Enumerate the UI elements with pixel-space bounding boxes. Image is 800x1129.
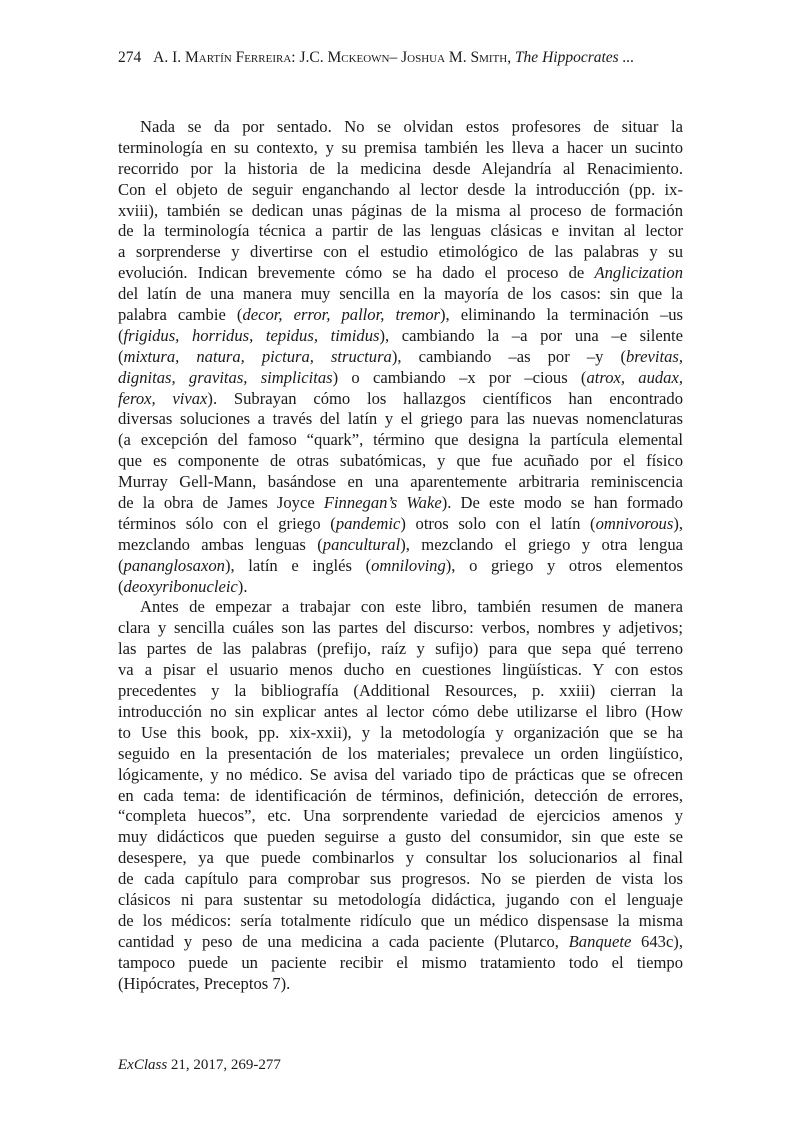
text-run: tampoco puede un paciente recibir el mismo tratamiento todo el tiempo xyxy=(118,952,683,972)
text-line xyxy=(118,974,683,995)
text-run: recorrido por la historia de la medicina desde Alejandría al Renacimiento. xyxy=(118,158,683,178)
text-line xyxy=(118,723,683,744)
text-run: clásicos ni para sustentar su metodología didáctica, jugando con el lenguaje xyxy=(118,889,683,909)
text-line xyxy=(118,618,683,639)
text-line xyxy=(118,660,683,681)
text-line xyxy=(118,869,683,890)
text-line xyxy=(118,117,683,138)
italic-term: pananglosaxon xyxy=(123,555,225,575)
text-line xyxy=(118,953,683,974)
text-line xyxy=(118,848,683,869)
text-run: que es componente de otras subatómicas, y que fue acuñado por el físico xyxy=(118,451,683,471)
text-run: seguido en la presentación de los materiales; prevalece un orden lingüístico, xyxy=(118,743,683,763)
italic-term: pandemic xyxy=(335,513,401,533)
reviewed-authors: J.C. Mckeown– Joshua M. Smith xyxy=(299,49,508,66)
text-line xyxy=(118,263,683,284)
text-line xyxy=(118,597,683,618)
italic-term: Anglicization xyxy=(594,263,683,283)
text-line xyxy=(118,138,683,159)
text-run: del latín de una manera muy sencilla en la mayoría de los casos: sin que la xyxy=(118,284,683,304)
text-line xyxy=(118,493,683,514)
italic-term: decor, error, pallor, tremor xyxy=(242,305,441,325)
text-run: términos sólo con el griego ( xyxy=(118,513,336,533)
text-line xyxy=(118,221,683,242)
text-line xyxy=(118,890,683,911)
text-line xyxy=(118,765,683,786)
paragraph xyxy=(118,597,683,994)
text-run: ). Subrayan cómo los hallazgos científicos han encontrado xyxy=(207,388,683,408)
italic-term: mixtura, natura, pictura, structura xyxy=(123,346,392,366)
running-header xyxy=(118,49,634,67)
text-run: de la obra de James Joyce xyxy=(118,493,324,513)
text-line xyxy=(118,639,683,660)
text-line xyxy=(118,932,683,953)
text-run: ( xyxy=(118,325,124,345)
review-author: A. I. Martín Ferreira xyxy=(153,49,292,66)
text-run: ), eliminando la terminación –us xyxy=(440,305,684,325)
text-run: “completa huecos”, etc. Una sorprendente variedad de ejercicios amenos y xyxy=(118,806,683,826)
text-line xyxy=(118,556,683,577)
text-line xyxy=(118,242,683,263)
text-run: cantidad y peso de una medicina a cada paciente (Plutarco, xyxy=(118,931,569,951)
text-run: ). De este modo se han formado xyxy=(441,493,683,513)
text-line xyxy=(118,514,683,535)
text-run: (Hipócrates, Preceptos 7). xyxy=(118,973,291,993)
text-run: mezclando ambas lenguas ( xyxy=(118,534,323,554)
text-run: ), o griego y otros elementos xyxy=(445,555,683,575)
italic-term: deoxyribonucleic xyxy=(123,576,238,596)
journal-name: ExClass xyxy=(118,1057,168,1073)
italic-term: dignitas, gravitas, simplicitas xyxy=(118,367,333,387)
text-run: Murray Gell-Mann, basándose en una aparentemente arbitraria reminiscencia xyxy=(118,472,683,492)
text-run: ), mezclando el griego y otra lengua xyxy=(400,534,683,554)
italic-term: ferox, vivax xyxy=(118,388,208,408)
text-run: diversas soluciones a través del latín y el griego para las nuevas nomenclaturas xyxy=(118,409,683,429)
header-separator: : xyxy=(291,49,300,66)
text-line xyxy=(118,347,683,368)
text-run: en cada tema: de identificación de términos, definición, detección de errores, xyxy=(118,785,683,805)
text-run: terminología en su contexto, y su premisa también les lleva a hacer un sucinto xyxy=(118,137,683,157)
text-run: palabra cambie ( xyxy=(118,305,243,325)
italic-term: omniloving xyxy=(371,555,446,575)
italic-term: Banquete xyxy=(568,931,632,951)
text-line xyxy=(118,681,683,702)
text-run: a sorprenderse y divertirse con el estudio etimológico de las palabras y su xyxy=(118,242,683,262)
text-line xyxy=(118,786,683,807)
page-number: 274 xyxy=(118,49,142,66)
text-line xyxy=(118,744,683,765)
text-run: xviii), también se dedican unas páginas de la misma al proceso de formación xyxy=(118,200,683,220)
text-line xyxy=(118,201,683,222)
text-line xyxy=(118,911,683,932)
text-line xyxy=(118,368,683,389)
text-run: desespere, ya que puede combinarlos y consultar los solucionarios al final xyxy=(118,848,683,868)
italic-term: Finnegan’s Wake xyxy=(323,493,442,513)
text-run: (a excepción del famoso “quark”, término que designa la partícula elemental xyxy=(118,430,683,450)
text-run: ( xyxy=(118,346,124,366)
text-line xyxy=(118,577,683,598)
text-run: Con el objeto de seguir enganchando al lector desde la introducción (pp. ix- xyxy=(118,179,683,199)
text-run: 643c), xyxy=(631,931,683,951)
text-run: ) otros solo con el latín ( xyxy=(400,513,596,533)
text-line xyxy=(118,159,683,180)
text-line xyxy=(118,305,683,326)
text-line xyxy=(118,702,683,723)
text-run: de los médicos: sería totalmente ridículo que un médico dispensase la misma xyxy=(118,910,683,930)
text-run: muy didácticos que pueden seguirse a gusto del consumidor, sin que este se xyxy=(118,827,683,847)
journal-footer xyxy=(118,1057,281,1074)
text-run: Nada se da por sentado. No se olvidan estos profesores de situar la xyxy=(140,117,683,136)
italic-term: atrox, audax, xyxy=(586,367,683,387)
text-line xyxy=(118,430,683,451)
text-run: ( xyxy=(118,576,124,596)
text-run: precedentes y la bibliografía (Additional Resources, p. xxiii) cierran la xyxy=(118,681,683,701)
book-title: The Hippocrates ... xyxy=(514,49,635,66)
italic-term: omnivorous xyxy=(595,513,674,533)
text-run: clara y sencilla cuáles son las partes del discurso: verbos, nombres y adjetivos; xyxy=(118,618,683,638)
paragraph xyxy=(118,117,683,597)
text-line xyxy=(118,180,683,201)
article-body xyxy=(118,117,683,994)
text-run: lógicamente, y no médico. Se avisa del variado tipo de prácticas que se ofrecen xyxy=(118,764,683,784)
text-run: ( xyxy=(118,555,124,575)
text-line xyxy=(118,409,683,430)
text-run: las partes de las palabras (prefijo, raíz y sufijo) para que sepa qué terreno xyxy=(118,639,683,659)
text-run: va a pisar el usuario menos ducho en cuestiones lingüísticas. Y con estos xyxy=(118,660,683,680)
italic-term: brevitas, xyxy=(626,346,683,366)
text-line xyxy=(118,472,683,493)
text-line xyxy=(118,451,683,472)
text-run: ) o cambiando –x por –cious ( xyxy=(332,367,587,387)
text-run: ), latín e inglés ( xyxy=(224,555,372,575)
text-run: introducción no sin explicar antes al lector cómo debe utilizarse el libro (How xyxy=(118,701,683,721)
text-run: ), cambiando la –a por una –e silente xyxy=(379,325,684,345)
text-line xyxy=(118,535,683,556)
text-line xyxy=(118,284,683,305)
text-line xyxy=(118,326,683,347)
text-run: de la terminología técnica a partir de las lenguas clásicas e invitan al lector xyxy=(118,221,683,241)
text-run: ), xyxy=(673,513,683,533)
text-run: ). xyxy=(237,576,248,596)
text-line xyxy=(118,806,683,827)
header-comma: , xyxy=(507,49,515,66)
text-run: ), cambiando –as por –y ( xyxy=(391,346,626,366)
text-run: evolución. Indican brevemente cómo se ha dado el proceso de xyxy=(118,263,595,283)
text-line xyxy=(118,827,683,848)
text-run: Antes de empezar a trabajar con este libro, también resumen de manera xyxy=(140,597,683,617)
text-line xyxy=(118,389,683,410)
text-run: to Use this book, pp. xix-xxii), y la metodología y organización que se ha xyxy=(118,722,683,742)
text-run: de cada capítulo para comprobar sus progresos. No se pierden de vista los xyxy=(118,869,683,889)
italic-term: pancultural xyxy=(322,534,401,554)
journal-details: 21, 2017, 269-277 xyxy=(167,1057,281,1073)
italic-term: frigidus, horridus, tepidus, timidus xyxy=(123,325,380,345)
